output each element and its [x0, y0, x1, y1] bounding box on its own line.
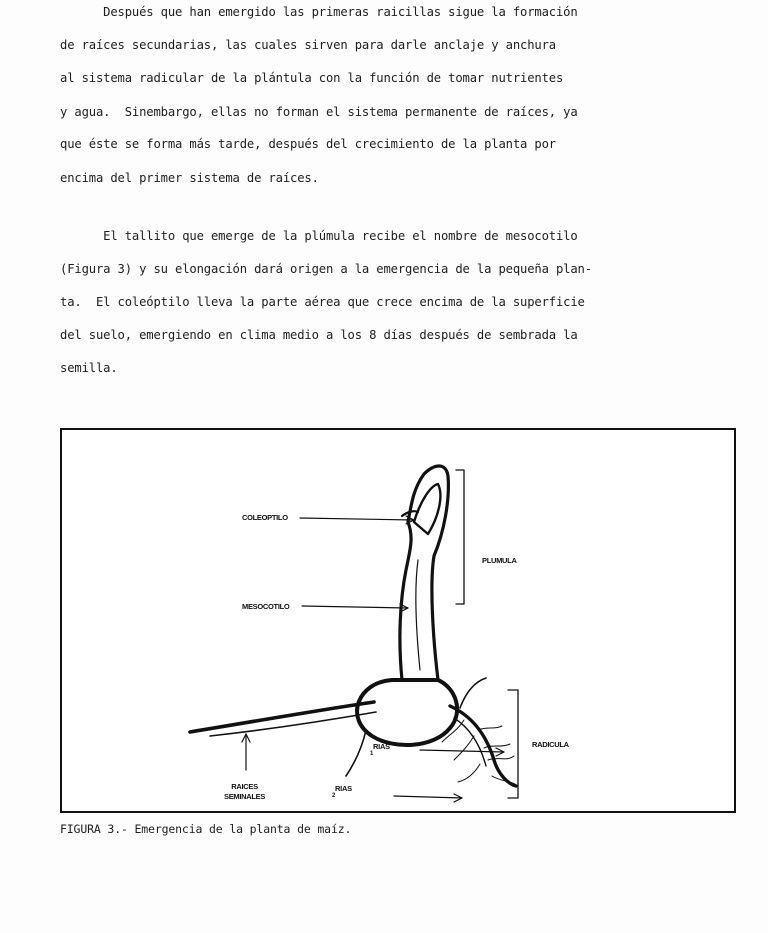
label-rias-1-subscript: 1: [370, 751, 374, 757]
label-radicula: RADICULA: [532, 740, 569, 749]
label-rias-1-text: RIAS: [373, 742, 390, 751]
plumula-bracket: [456, 470, 464, 604]
text-line: que éste se forma más tarde, después del crecimiento de la planta por: [60, 137, 556, 151]
text-line: Después que han emergido las primeras raicillas sigue la formación: [60, 5, 578, 19]
radicle-main: [450, 706, 516, 786]
label-coleoptilo: COLEOPTILO: [242, 513, 288, 522]
text-line: de raíces secundarias, las cuales sirven para darle anclaje y anchura: [60, 38, 556, 52]
label-rias-1: [370, 742, 390, 757]
maize-seedling-illustration: [62, 430, 734, 811]
label-mesocotilo: MESOCOTILO: [242, 602, 290, 611]
label-plumula: PLUMULA: [482, 556, 517, 565]
mesocotilo-arrow: [302, 606, 408, 608]
text-line: encima del primer sistema de raíces.: [60, 171, 319, 185]
coleoptile-inner: [414, 484, 440, 534]
text-line: ta. El coleóptilo lleva la parte aérea que crece encima de la superficie: [60, 295, 585, 309]
coleoptilo-arrow: [300, 518, 414, 520]
label-rias-2: [332, 784, 352, 799]
text-line: al sistema radicular de la plántula con la función de tomar nutrientes: [60, 71, 564, 85]
label-raices-line1: RAICES: [231, 782, 258, 791]
rias2-arrow: [394, 796, 462, 798]
text-line: (Figura 3) y su elongación dará origen a la emergencia de la pequeña plan-: [60, 262, 592, 276]
label-rias-2-text: RIAS: [335, 784, 352, 793]
label-raices-seminales: [224, 782, 265, 802]
text-line: y agua. Sinembargo, ellas no forman el sistema permanente de raíces, ya: [60, 105, 578, 119]
text-line: El tallito que emerge de la plúmula recibe el nombre de mesocotilo: [60, 229, 578, 243]
text-line: del suelo, emergiendo en clima medio a los 8 días después de sembrada la: [60, 328, 578, 342]
label-raices-line2: SEMINALES: [224, 792, 266, 801]
label-rias-2-subscript: 2: [332, 793, 336, 799]
figure-caption: FIGURA 3.- Emergencia de la planta de maíz.: [60, 822, 352, 836]
text-line: semilla.: [60, 361, 118, 375]
figure-frame: [60, 428, 736, 813]
